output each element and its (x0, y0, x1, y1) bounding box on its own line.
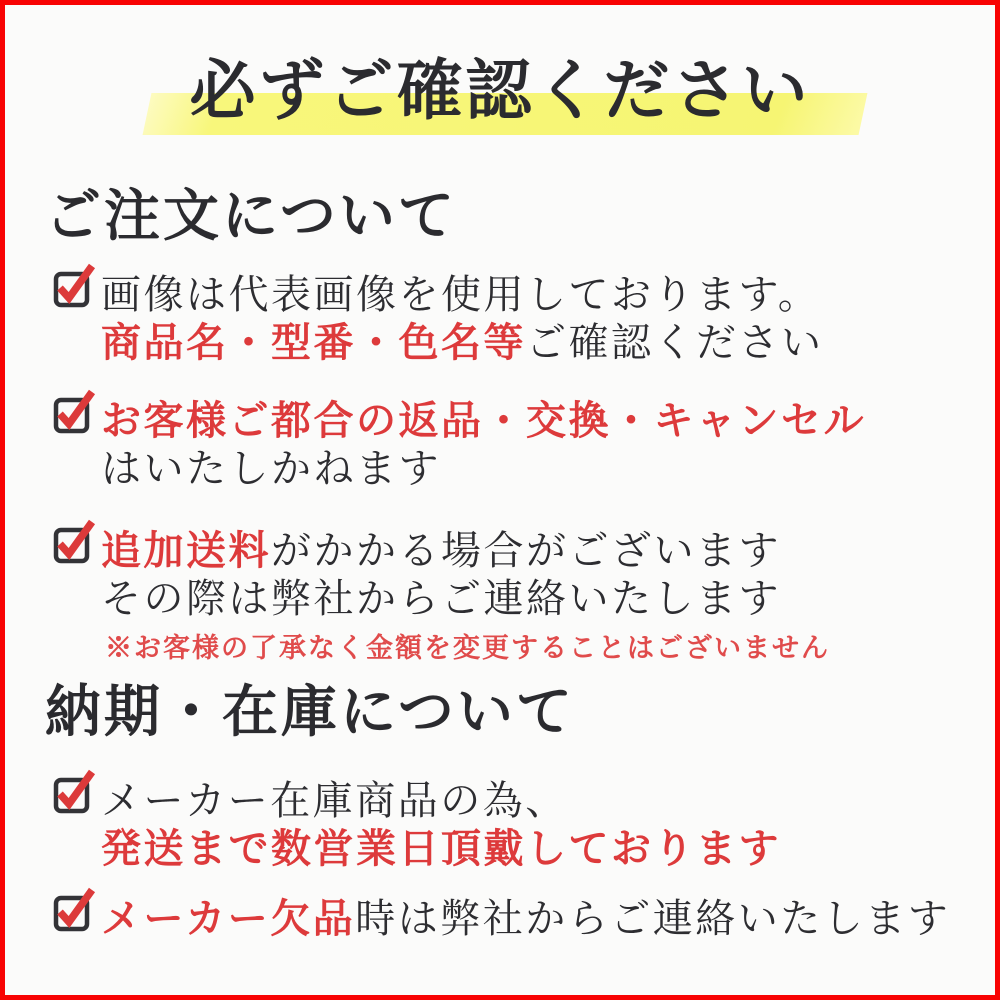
item-text-segment: がかかる場合がございます (271, 528, 781, 573)
item-text (101, 397, 866, 493)
item-line (101, 527, 830, 575)
item-line (101, 319, 824, 367)
item-line (101, 397, 866, 445)
item-text (101, 527, 830, 664)
list-item (53, 271, 973, 367)
item-text-segment: その際は弊社からご連絡いたします (101, 576, 781, 621)
list-item (53, 895, 973, 943)
section-heading-order: ご注文について (45, 186, 457, 248)
title-block (5, 41, 995, 143)
item-text-segment: はいたしかねます (101, 446, 441, 491)
item-line (101, 271, 824, 319)
list-item (53, 397, 973, 493)
item-line (101, 575, 830, 623)
item-text (101, 777, 781, 873)
list-item (53, 777, 973, 873)
item-text (101, 895, 950, 943)
checked-checkbox-icon (53, 260, 95, 310)
item-text-segment-emphasis: お客様ご都合の返品・交換・キャンセル (101, 398, 866, 443)
item-text-segment: ご確認ください (526, 320, 824, 365)
item-text-segment-emphasis: 発送まで数営業日頂戴しております (101, 826, 781, 871)
checked-checkbox-icon (53, 516, 95, 566)
checked-checkbox-icon (53, 386, 95, 436)
item-text-segment-emphasis: 商品名・型番・色名等 (101, 320, 526, 365)
page-title: 必ずご確認ください (189, 55, 811, 128)
checked-checkbox-icon (53, 766, 95, 816)
item-line (101, 825, 781, 873)
item-text-segment: 画像は代表画像を使用しております。 (101, 272, 821, 317)
item-text-segment: メーカー在庫商品の為、 (101, 778, 568, 823)
section-heading-stock: 納期・在庫について (45, 682, 575, 744)
item-text-segment-emphasis: 追加送料 (101, 528, 271, 573)
item-line (101, 895, 950, 943)
item-line (101, 445, 866, 493)
item-text (101, 271, 824, 367)
checked-checkbox-icon (53, 884, 95, 934)
list-item (53, 527, 973, 664)
item-footnote: ※お客様の了承なく金額を変更することはございません (105, 633, 830, 663)
item-text-segment-emphasis: メーカー欠品 (101, 896, 356, 941)
item-text-segment: 時は弊社からご連絡いたします (355, 896, 951, 941)
item-line (101, 777, 781, 825)
